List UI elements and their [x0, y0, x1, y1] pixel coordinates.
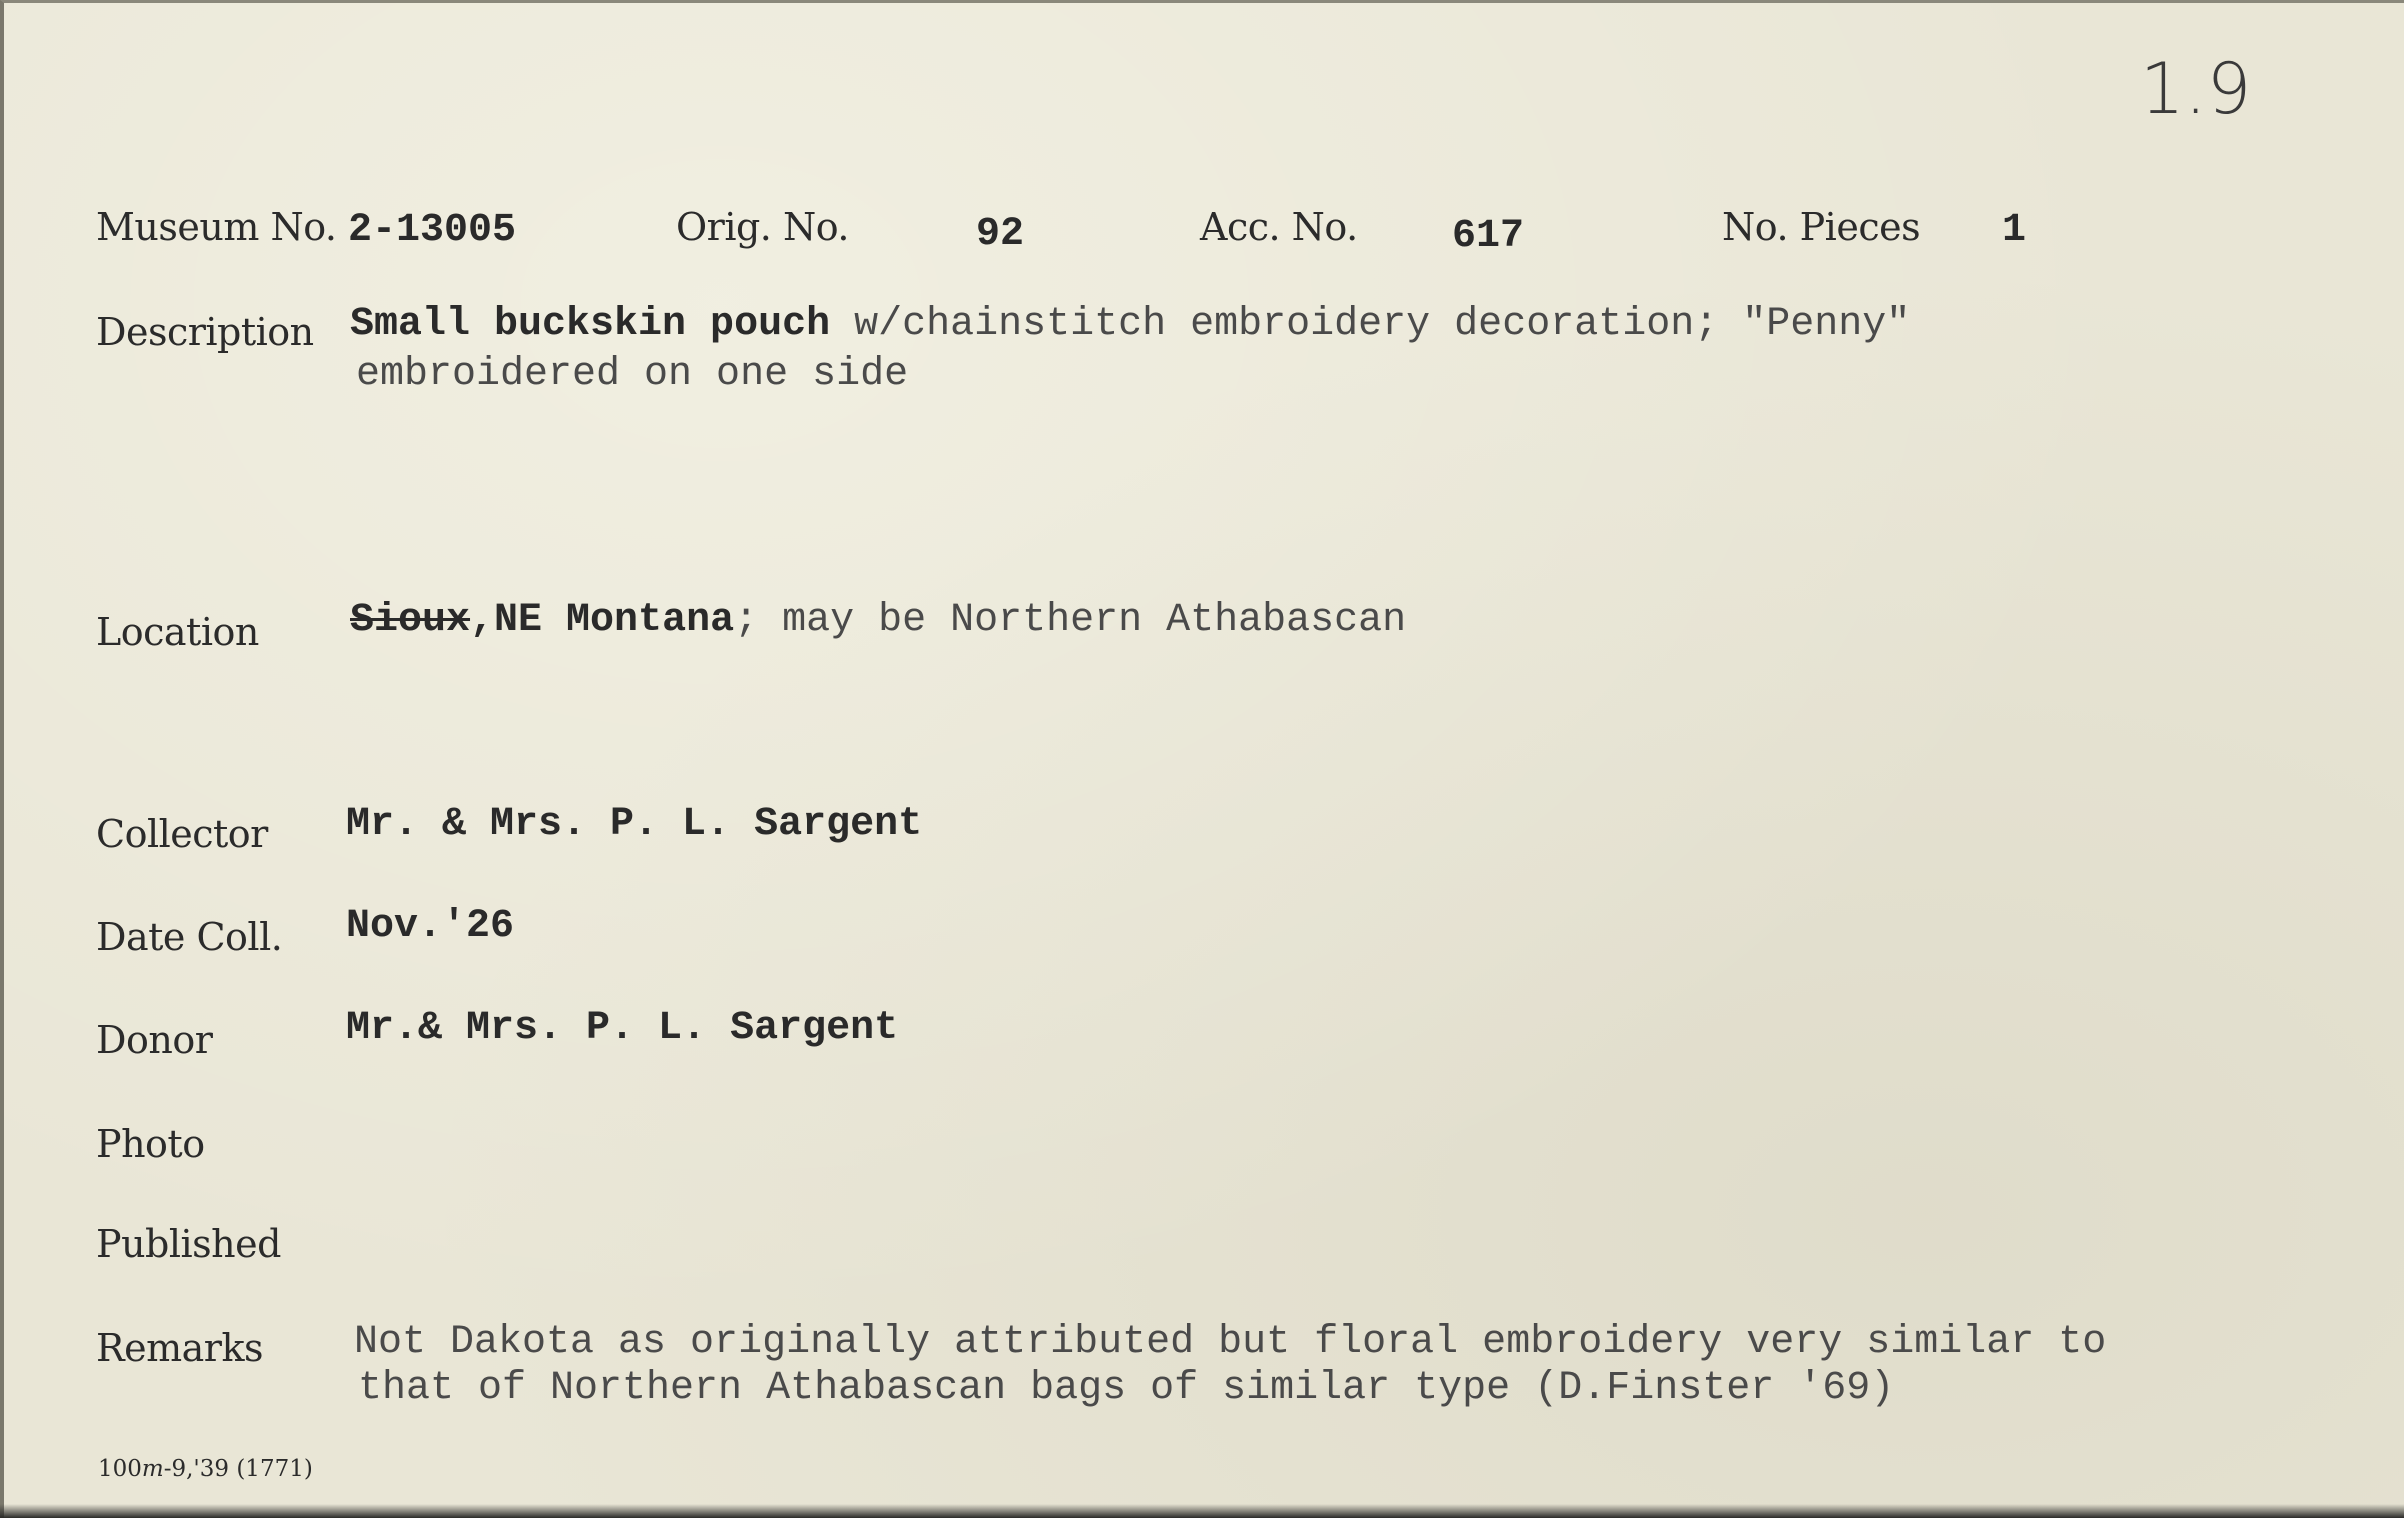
description-rest-text: w/chainstitch embroidery decoration; "Penny"	[830, 302, 1911, 347]
location-note-text: ; may be Northern Athabascan	[734, 598, 1407, 643]
form-print-code-suffix: -9,'39 (1771)	[163, 1456, 313, 1482]
donor-value: Mr.& Mrs. P. L. Sargent	[346, 1006, 899, 1051]
collector-value: Mr. & Mrs. P. L. Sargent	[346, 802, 923, 847]
description-bold-text: Small buckskin pouch	[350, 302, 831, 347]
date-coll-value: Nov.'26	[346, 904, 515, 949]
published-label: Published	[96, 1222, 281, 1266]
location-value	[350, 598, 1406, 643]
no-pieces-value: 1	[2002, 208, 2027, 253]
remarks-line-2: that of Northern Athabascan bags of similar type (D.Finster '69)	[358, 1366, 1895, 1411]
donor-label: Donor	[96, 1018, 213, 1062]
museum-no-value: 2-13005	[348, 208, 517, 253]
orig-no-label: Orig. No.	[676, 205, 849, 249]
location-region-text: ,NE Montana	[470, 598, 735, 643]
form-print-code	[98, 1456, 313, 1482]
acc-no-label: Acc. No.	[1200, 205, 1358, 249]
form-print-code-italic: m	[141, 1456, 164, 1482]
corner-note: 1.9	[2140, 48, 2252, 130]
orig-no-value: 92	[976, 212, 1025, 257]
form-print-code-prefix: 100	[98, 1456, 142, 1482]
location-struck-text: Sioux	[350, 598, 471, 643]
collector-label: Collector	[96, 812, 268, 856]
acc-no-value: 617	[1452, 214, 1525, 259]
location-label: Location	[96, 610, 259, 654]
remarks-line-1: Not Dakota as originally attributed but floral embroidery very similar to	[354, 1320, 2107, 1365]
museum-no-label: Museum No.	[96, 205, 337, 249]
photo-label: Photo	[96, 1122, 205, 1166]
remarks-label: Remarks	[96, 1326, 263, 1370]
description-line-2: embroidered on one side	[356, 352, 909, 397]
description-line-1	[350, 302, 1910, 347]
no-pieces-label: No. Pieces	[1722, 205, 1921, 249]
description-label: Description	[96, 310, 314, 354]
date-coll-label: Date Coll.	[96, 915, 283, 959]
